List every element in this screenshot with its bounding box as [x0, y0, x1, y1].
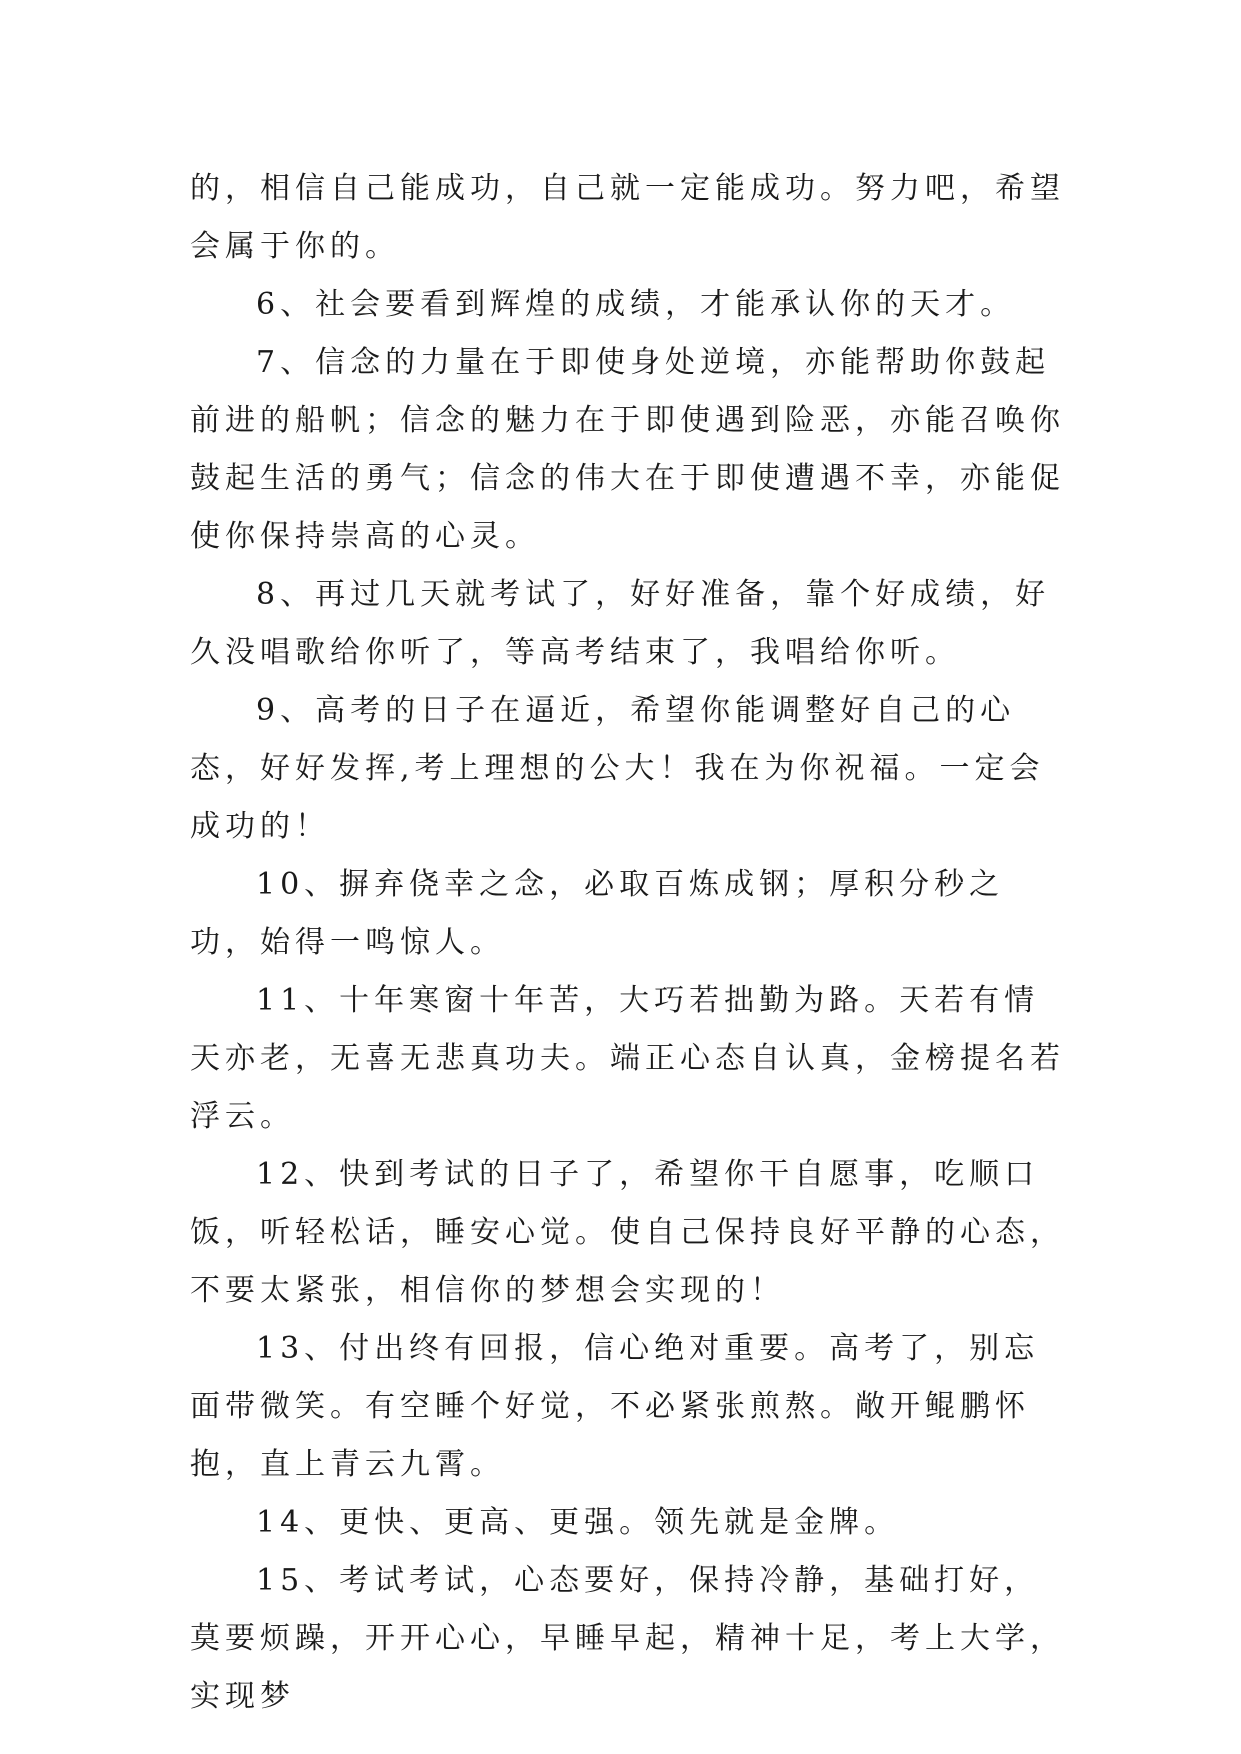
- paragraph-item-10: 10、摒弃侥幸之念，必取百炼成钢；厚积分秒之功，始得一鸣惊人。: [190, 867, 1005, 960]
- paragraph-item-14: 14、更快、更高、更强。领先就是金牌。: [256, 1505, 900, 1540]
- paragraph-item-6: 6、社会要看到辉煌的成绩，才能承认你的天才。: [256, 287, 1016, 322]
- paragraph-item-7: 7、信念的力量在于即使身处逆境，亦能帮助你鼓起前进的船帆；信念的魅力在于即使遇到险恶，亦能召唤你鼓起生活的勇气；信念的伟大在于即使遭遇不幸，亦能促使你保持崇高的心灵。: [190, 345, 1065, 554]
- document-body: [190, 160, 1070, 1726]
- paragraph-item-15: 15、考试考试，心态要好，保持冷静，基础打好，莫要烦躁，开开心心，早睡早起，精神十足，考上大学，实现梦: [190, 1563, 1065, 1714]
- paragraph-continuation: 的，相信自己能成功，自己就一定能成功。努力吧，希望会属于你的。: [190, 171, 1065, 264]
- paragraph-item-12: 12、快到考试的日子了，希望你干自愿事，吃顺口饭，听轻松话，睡安心觉。使自己保持良好平静的心态，不要太紧张，相信你的梦想会实现的！: [190, 1157, 1065, 1308]
- paragraph-item-13: 13、付出终有回报，信心绝对重要。高考了，别忘面带微笑。有空睡个好觉，不必紧张煎熬。敞开鲲鹏怀抱，直上青云九霄。: [190, 1331, 1040, 1482]
- paragraph-item-9: 9、高考的日子在逼近，希望你能调整好自己的心态，好好发挥,考上理想的公大！我在为你祝福。一定会成功的！: [190, 693, 1045, 844]
- paragraph-item-8: 8、再过几天就考试了，好好准备，靠个好成绩，好久没唱歌给你听了，等高考结束了，我唱给你听。: [190, 577, 1051, 670]
- paragraph-item-11: 11、十年寒窗十年苦，大巧若拙勤为路。天若有情天亦老，无喜无悲真功夫。端正心态自认真，金榜提名若浮云。: [190, 983, 1065, 1134]
